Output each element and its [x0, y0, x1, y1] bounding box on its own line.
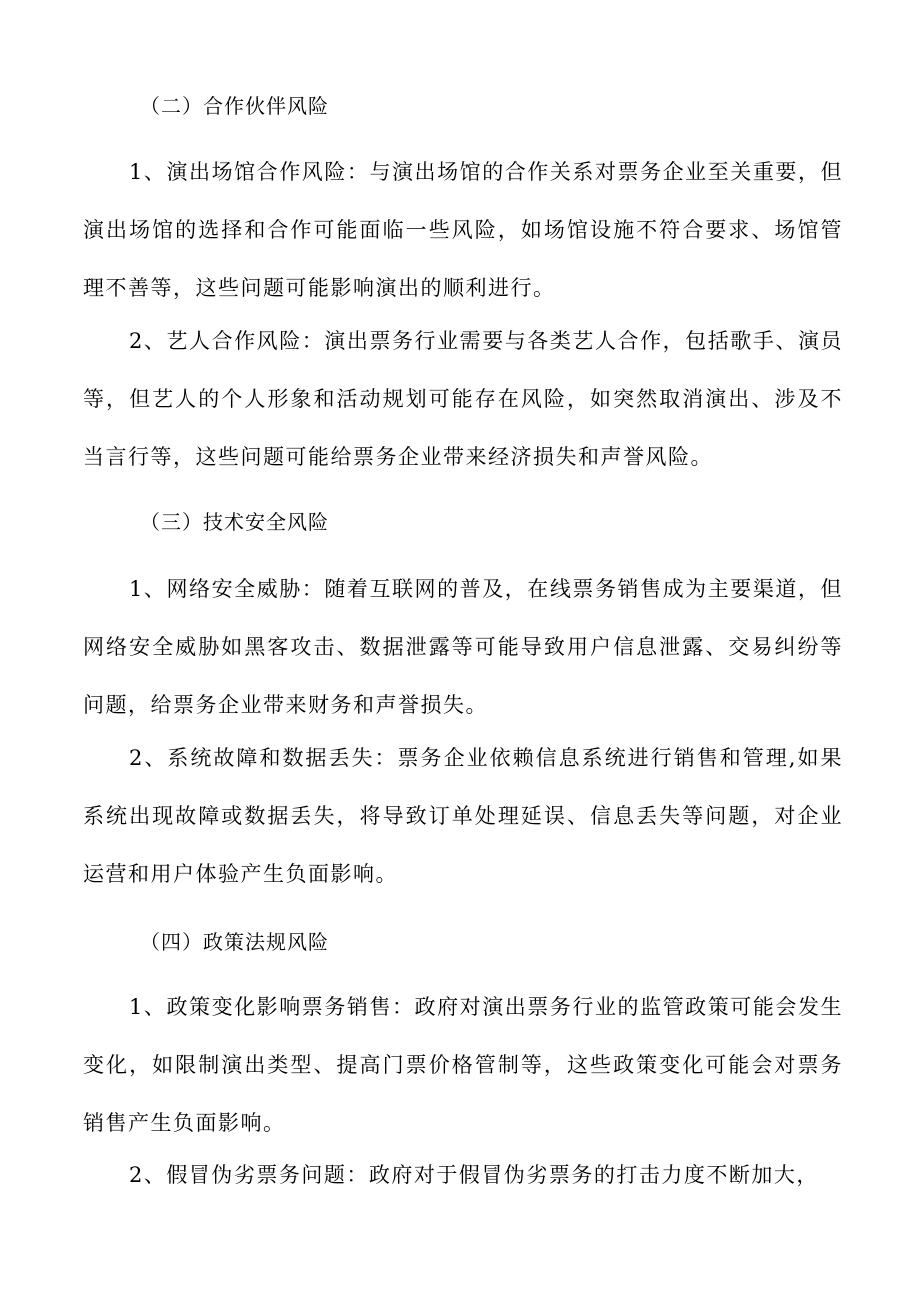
- section-heading-tech-security: （三）技术安全风险: [140, 510, 329, 534]
- section-heading-policy: （四）政策法规风险: [140, 930, 329, 954]
- paragraph-counterfeit-tickets: 2、假冒伪劣票务问题：政府对于假冒伪劣票务的打击力度不断加大，: [129, 1163, 819, 1187]
- paragraph-venue-risk: 1、演出场馆合作风险：与演出场馆的合作关系对票务企业至关重要，但演出场馆的选择和合作可能面临一些风险，如场馆设施不符合要求、场馆管理不善等，这些问题可能影响演出的顺利进行。: [83, 160, 843, 300]
- section-heading-partners: （二）合作伙伴风险: [140, 94, 329, 118]
- paragraph-system-failure: 2、系统故障和数据丢失：票务企业依赖信息系统进行销售和管理,如果系统出现故障或数据丢失，将导致订单处理延误、信息丢失等问题，对企业运营和用户体验产生负面影响。: [83, 746, 843, 886]
- paragraph-artist-risk: 2、艺人合作风险：演出票务行业需要与各类艺人合作，包括歌手、演员等，但艺人的个人形象和活动规划可能存在风险，如突然取消演出、涉及不当言行等，这些问题可能给票务企业带来经济损失和声誉风险。: [83, 329, 843, 469]
- paragraph-policy-change: 1、政策变化影响票务销售：政府对演出票务行业的监管政策可能会发生变化，如限制演出类型、提高门票价格管制等，这些政策变化可能会对票务销售产生负面影响。: [83, 995, 843, 1135]
- paragraph-network-threat: 1、网络安全威胁：随着互联网的普及，在线票务销售成为主要渠道，但网络安全威胁如黑客攻击、数据泄露等可能导致用户信息泄露、交易纠纷等问题，给票务企业带来财务和声誉损失。: [83, 577, 843, 717]
